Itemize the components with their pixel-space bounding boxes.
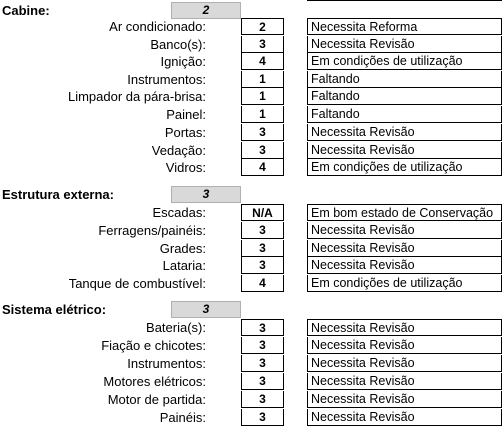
item-value: 3 bbox=[241, 319, 284, 336]
item-label: Tanque de combustível: bbox=[68, 276, 206, 291]
item-status: Em condições de utilização bbox=[307, 159, 502, 176]
item-label: Vidros: bbox=[165, 160, 206, 175]
item-label: Instrumentos: bbox=[127, 356, 206, 371]
item-label: Ignição: bbox=[160, 54, 206, 69]
item-status: Necessita Revisão bbox=[307, 319, 502, 336]
section-score-cabine: 2 bbox=[171, 2, 241, 19]
item-value: 3 bbox=[241, 337, 284, 354]
item-status: Necessita Revisão bbox=[307, 240, 502, 257]
item-status: Necessita Revisão bbox=[307, 257, 502, 274]
item-value: 4 bbox=[241, 53, 284, 70]
item-status: Faltando bbox=[307, 106, 502, 123]
item-label: Ar condicionado: bbox=[109, 19, 206, 34]
item-status: Necessita Revisão bbox=[307, 124, 502, 141]
item-status: Necessita Revisão bbox=[307, 391, 502, 408]
item-value: 3 bbox=[241, 240, 284, 257]
item-status: Necessita Revisão bbox=[307, 337, 502, 354]
item-label: Escadas: bbox=[152, 205, 206, 220]
item-status: Necessita Revisão bbox=[307, 142, 502, 159]
item-value: 3 bbox=[241, 142, 284, 159]
item-status: Necessita Revisão bbox=[307, 373, 502, 390]
item-label: Limpador da pára-brisa: bbox=[67, 89, 206, 104]
item-value: 2 bbox=[241, 18, 284, 35]
item-value: 1 bbox=[241, 106, 284, 123]
item-status: Necessita Reforma bbox=[307, 18, 502, 35]
item-value: 3 bbox=[241, 409, 284, 426]
item-value: 3 bbox=[241, 124, 284, 141]
item-label: Grades: bbox=[159, 241, 206, 256]
item-status: Necessita Revisão bbox=[307, 222, 502, 239]
item-value: 4 bbox=[241, 159, 284, 176]
item-label: Lataria: bbox=[162, 258, 206, 273]
item-label: Banco(s): bbox=[150, 37, 206, 52]
item-label: Fiação e chicotes: bbox=[101, 338, 206, 353]
item-value: 3 bbox=[241, 257, 284, 274]
item-label: Portas: bbox=[164, 125, 206, 140]
item-value: 3 bbox=[241, 355, 284, 372]
section-score-sistema-eletrico: 3 bbox=[171, 301, 241, 318]
item-label: Vedação: bbox=[151, 143, 206, 158]
item-label: Ferragens/painéis: bbox=[98, 223, 206, 238]
item-label: Instrumentos: bbox=[127, 72, 206, 87]
item-value: 1 bbox=[241, 88, 284, 105]
item-value: 3 bbox=[241, 391, 284, 408]
item-label: Painéis: bbox=[159, 410, 206, 425]
status-column-top-border bbox=[307, 0, 502, 1]
item-label: Painel: bbox=[166, 107, 206, 122]
item-status: Faltando bbox=[307, 71, 502, 88]
item-value: 3 bbox=[241, 373, 284, 390]
item-label: Motor de partida: bbox=[107, 392, 206, 407]
item-value: 1 bbox=[241, 71, 284, 88]
section-title-sistema-eletrico: Sistema elétrico: bbox=[2, 302, 107, 317]
item-value: N/A bbox=[241, 204, 284, 221]
section-title-cabine: Cabine: bbox=[2, 3, 50, 18]
item-status: Em condições de utilização bbox=[307, 53, 502, 70]
item-status: Necessita Revisão bbox=[307, 36, 502, 53]
item-label: Bateria(s): bbox=[146, 320, 206, 335]
item-label: Motores elétricos: bbox=[103, 374, 206, 389]
item-status: Em bom estado de Conservação bbox=[307, 204, 502, 221]
item-status: Em condições de utilização bbox=[307, 275, 502, 292]
item-status: Necessita Revisão bbox=[307, 355, 502, 372]
item-value: 3 bbox=[241, 36, 284, 53]
section-score-estrutura-externa: 3 bbox=[171, 186, 241, 203]
item-status: Faltando bbox=[307, 88, 502, 105]
item-value: 4 bbox=[241, 275, 284, 292]
item-status: Necessita Revisão bbox=[307, 409, 502, 426]
section-title-estrutura-externa: Estrutura externa: bbox=[2, 187, 114, 202]
item-value: 3 bbox=[241, 222, 284, 239]
